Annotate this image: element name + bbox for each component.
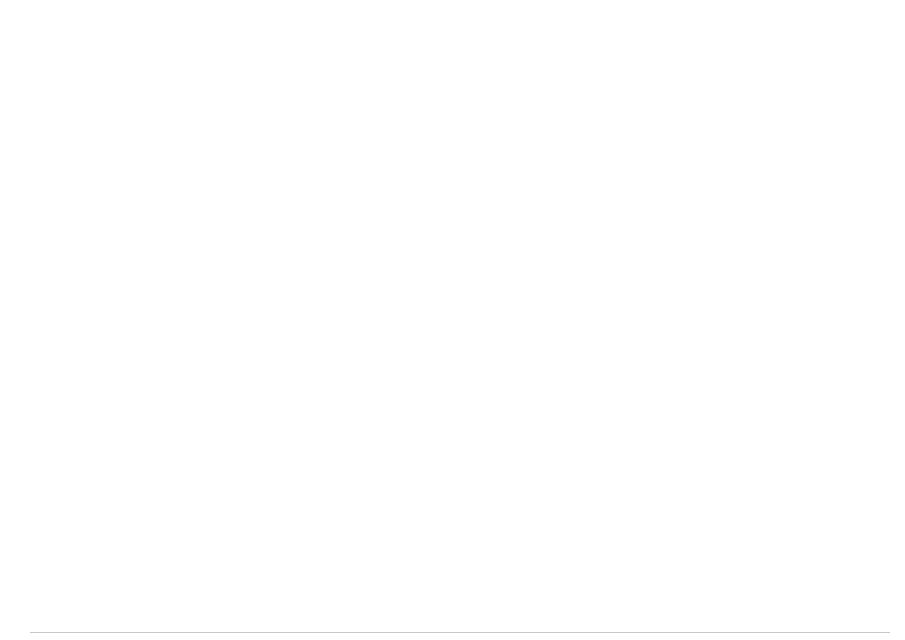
scan-artifact-line [30,632,890,633]
register-sheet [48,10,896,584]
